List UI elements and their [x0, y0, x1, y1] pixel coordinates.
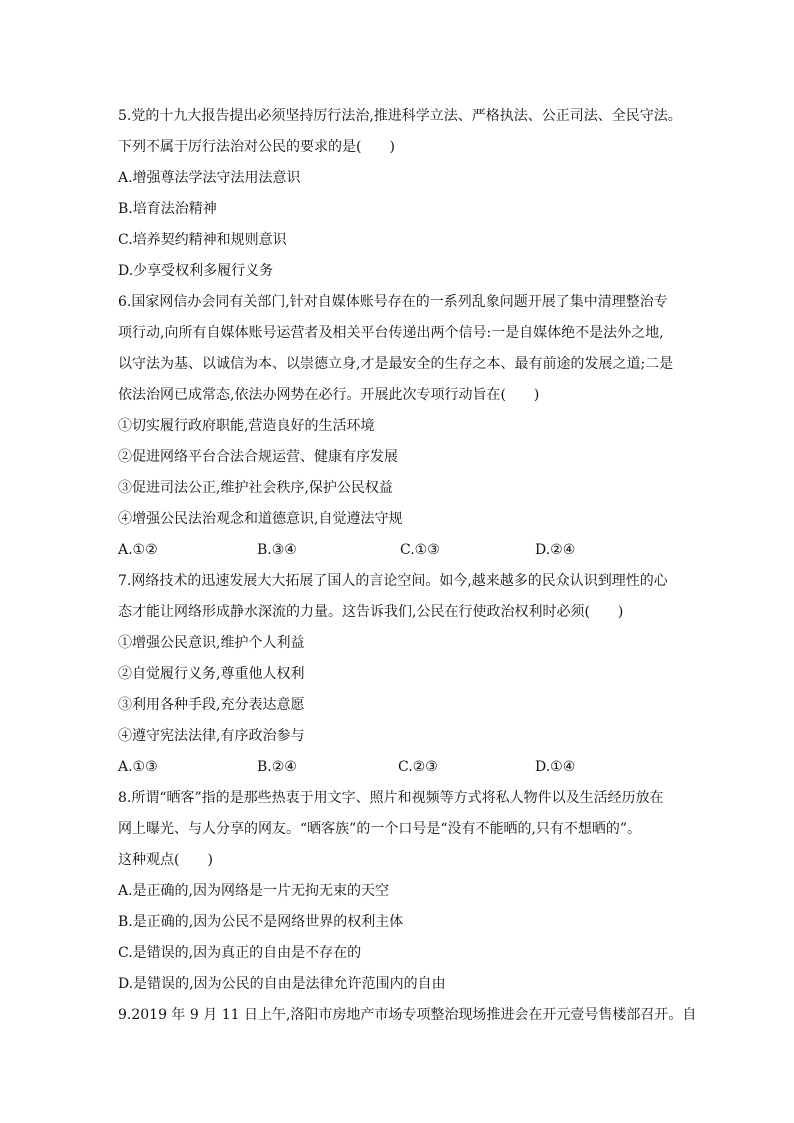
choice-b: B.②④ — [257, 759, 297, 775]
question-6 — [118, 287, 678, 566]
option-c: C.是错误的,因为真正的自由是不存在的 — [118, 945, 362, 961]
question-8 — [118, 783, 678, 1000]
statement-4: ④遵守宪法法律,有序政治参与 — [118, 728, 305, 744]
question-7 — [118, 566, 678, 783]
choice-row — [118, 752, 678, 783]
choice-d: D.①④ — [535, 759, 576, 775]
question-stem-line: 下列不属于厉行法治对公民的要求的是( ) — [118, 139, 395, 155]
question-stem-line: 网上曝光、与人分享的网友。“晒客族”的一个口号是“没有不能晒的,只有不想晒的”。 — [118, 821, 642, 837]
question-list — [118, 101, 697, 1031]
question-9 — [118, 1000, 697, 1031]
statement-2: ②促进网络平台合法合规运营、健康有序发展 — [118, 449, 398, 465]
option-d: D.是错误的,因为公民的自由是法律允许范围内的自由 — [118, 976, 446, 992]
question-stem-line: 5.党的十九大报告提出必须坚持厉行法治,推进科学立法、严格执法、公正司法、全民守法。 — [118, 108, 682, 124]
question-stem-line: 项行动,向所有自媒体账号运营者及相关平台传递出两个信号:一是自媒体绝不是法外之地, — [118, 325, 664, 341]
option-d: D.少享受权利多履行义务 — [118, 263, 274, 279]
choice-a: A.①③ — [118, 759, 158, 775]
statement-1: ①切实履行政府职能,营造良好的生活环境 — [118, 418, 375, 434]
choice-d: D.②④ — [535, 542, 576, 558]
statement-4: ④增强公民法治观念和道德意识,自觉遵法守规 — [118, 511, 403, 527]
option-a: A.增强尊法学法守法用法意识 — [118, 170, 301, 186]
question-stem-line: 依法治网已成常态,依法办网势在必行。开展此次专项行动旨在( ) — [118, 387, 540, 403]
question-stem-line: 态才能让网络形成静水深流的力量。这告诉我们,公民在行使政治权利时必须( ) — [118, 604, 624, 620]
option-b: B.培育法治精神 — [118, 201, 217, 217]
question-stem-line: 这种观点( ) — [118, 852, 213, 868]
option-a: A.是正确的,因为网络是一片无拘无束的天空 — [118, 883, 390, 899]
question-stem-line: 6.国家网信办会同有关部门,针对自媒体账号存在的一系列乱象问题开展了集中清理整治专 — [118, 294, 668, 310]
question-stem-line: 以守法为基、以诚信为本、以崇德立身,才是最安全的生存之本、最有前途的发展之道;二是 — [118, 356, 674, 372]
option-c: C.培养契约精神和规则意识 — [118, 232, 287, 248]
statement-2: ②自觉履行义务,尊重他人权利 — [118, 666, 305, 682]
choice-c: C.②③ — [398, 759, 438, 775]
question-stem-line: 9.2019 年 9 月 11 日上午,洛阳市房地产市场专项整治现场推进会在开元壹号售楼部召开。自 — [118, 1007, 697, 1023]
statement-3: ③利用各种手段,充分表达意愿 — [118, 697, 305, 713]
question-stem-line: 7.网络技术的迅速发展大大拓展了国人的言论空间。如今,越来越多的民众认识到理性的心 — [118, 573, 668, 589]
choice-c: C.①③ — [400, 542, 440, 558]
statement-1: ①增强公民意识,维护个人利益 — [118, 635, 305, 651]
question-5 — [118, 101, 682, 287]
question-stem-line: 8.所谓“晒客”指的是那些热衷于用文字、照片和视频等方式将私人物件以及生活经历放在 — [118, 790, 664, 806]
option-b: B.是正确的,因为公民不是网络世界的权利主体 — [118, 914, 404, 930]
statement-3: ③促进司法公正,维护社会秩序,保护公民权益 — [118, 480, 393, 496]
choice-b: B.③④ — [257, 542, 297, 558]
choice-a: A.①② — [118, 542, 158, 558]
choice-row — [118, 535, 678, 566]
